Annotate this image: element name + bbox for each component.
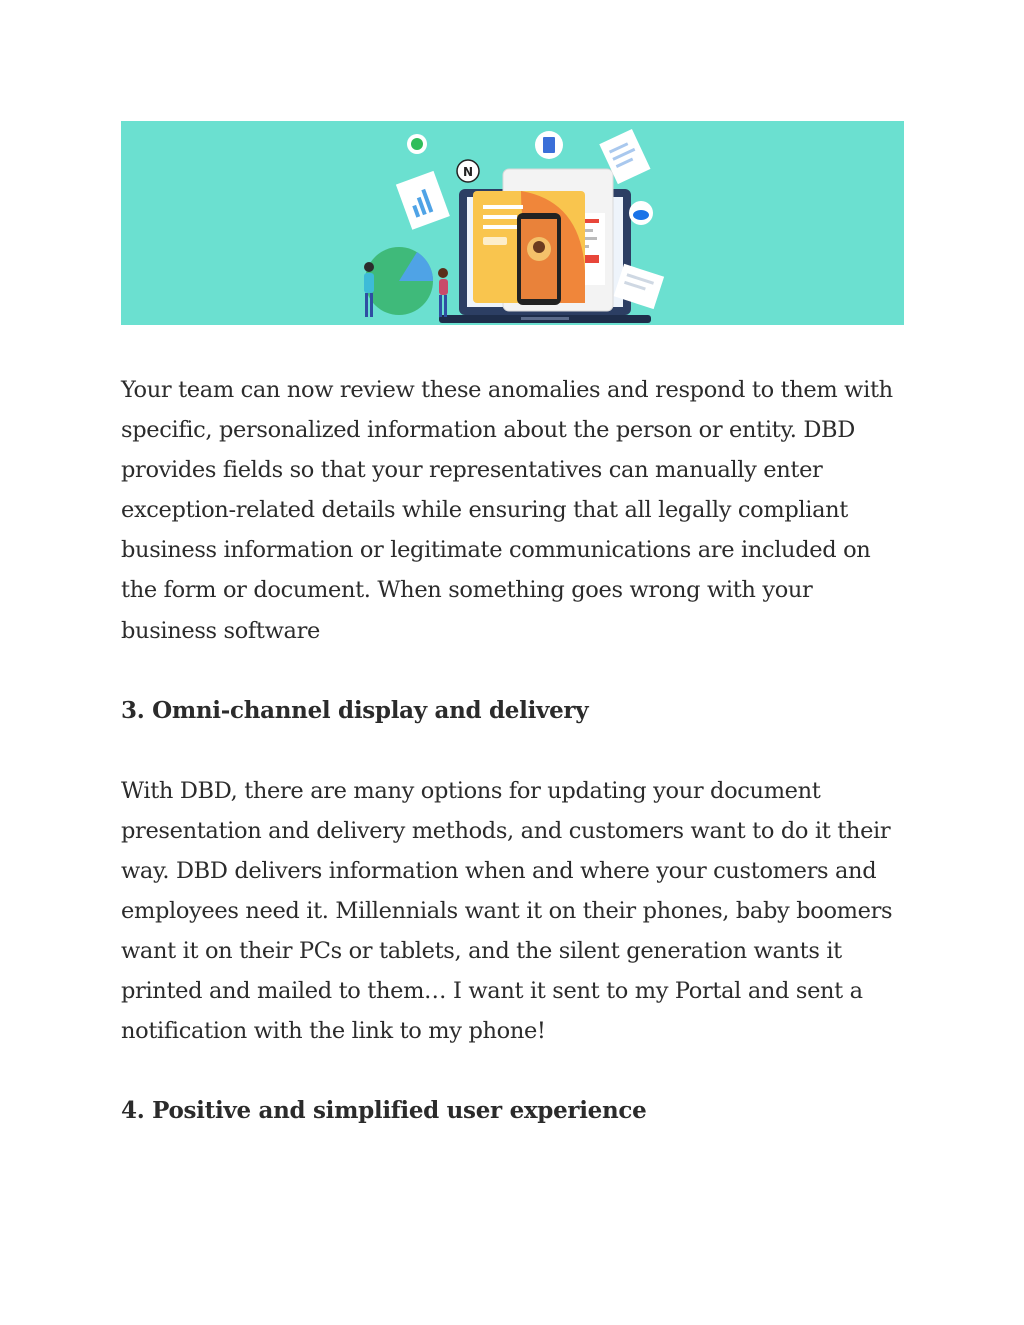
paragraph-anomalies: Your team can now review these anomalies and respond to them with specific, personalized information about the person or entity. DBD provides fields so that your representatives can manually enter exception-related details while ensuring that all legally compliant business information or legitimate communications are included on the form or document. When something goes wrong with your business software [121,377,893,644]
notion-icon [457,160,479,182]
svg-text:N: N [463,165,474,179]
heading-omni-channel: 3. Omni-channel display and delivery [121,696,589,724]
evernote-icon [407,134,427,154]
pie-chart-icon [365,247,433,315]
chart-document-icon [396,171,450,230]
onedrive-icon [629,201,653,225]
hero-banner-illustration [121,121,904,325]
heading-user-experience: 4. Positive and simplified user experience [121,1097,647,1125]
article-body [121,370,904,1131]
google-docs-icon [535,131,563,159]
phone-icon [517,213,561,305]
paragraph-delivery-options: With DBD, there are many options for updating your document presentation and delivery methods, and customers want to do it their way. DBD delivers information when and where your customers and employees need it. Millennials want it on their phones, baby boomers want it on their PCs or tablets, and the silent generation wants it printed and mailed to them… I want it sent to my Portal and sent a notification with the link to my phone! [121,777,893,1045]
